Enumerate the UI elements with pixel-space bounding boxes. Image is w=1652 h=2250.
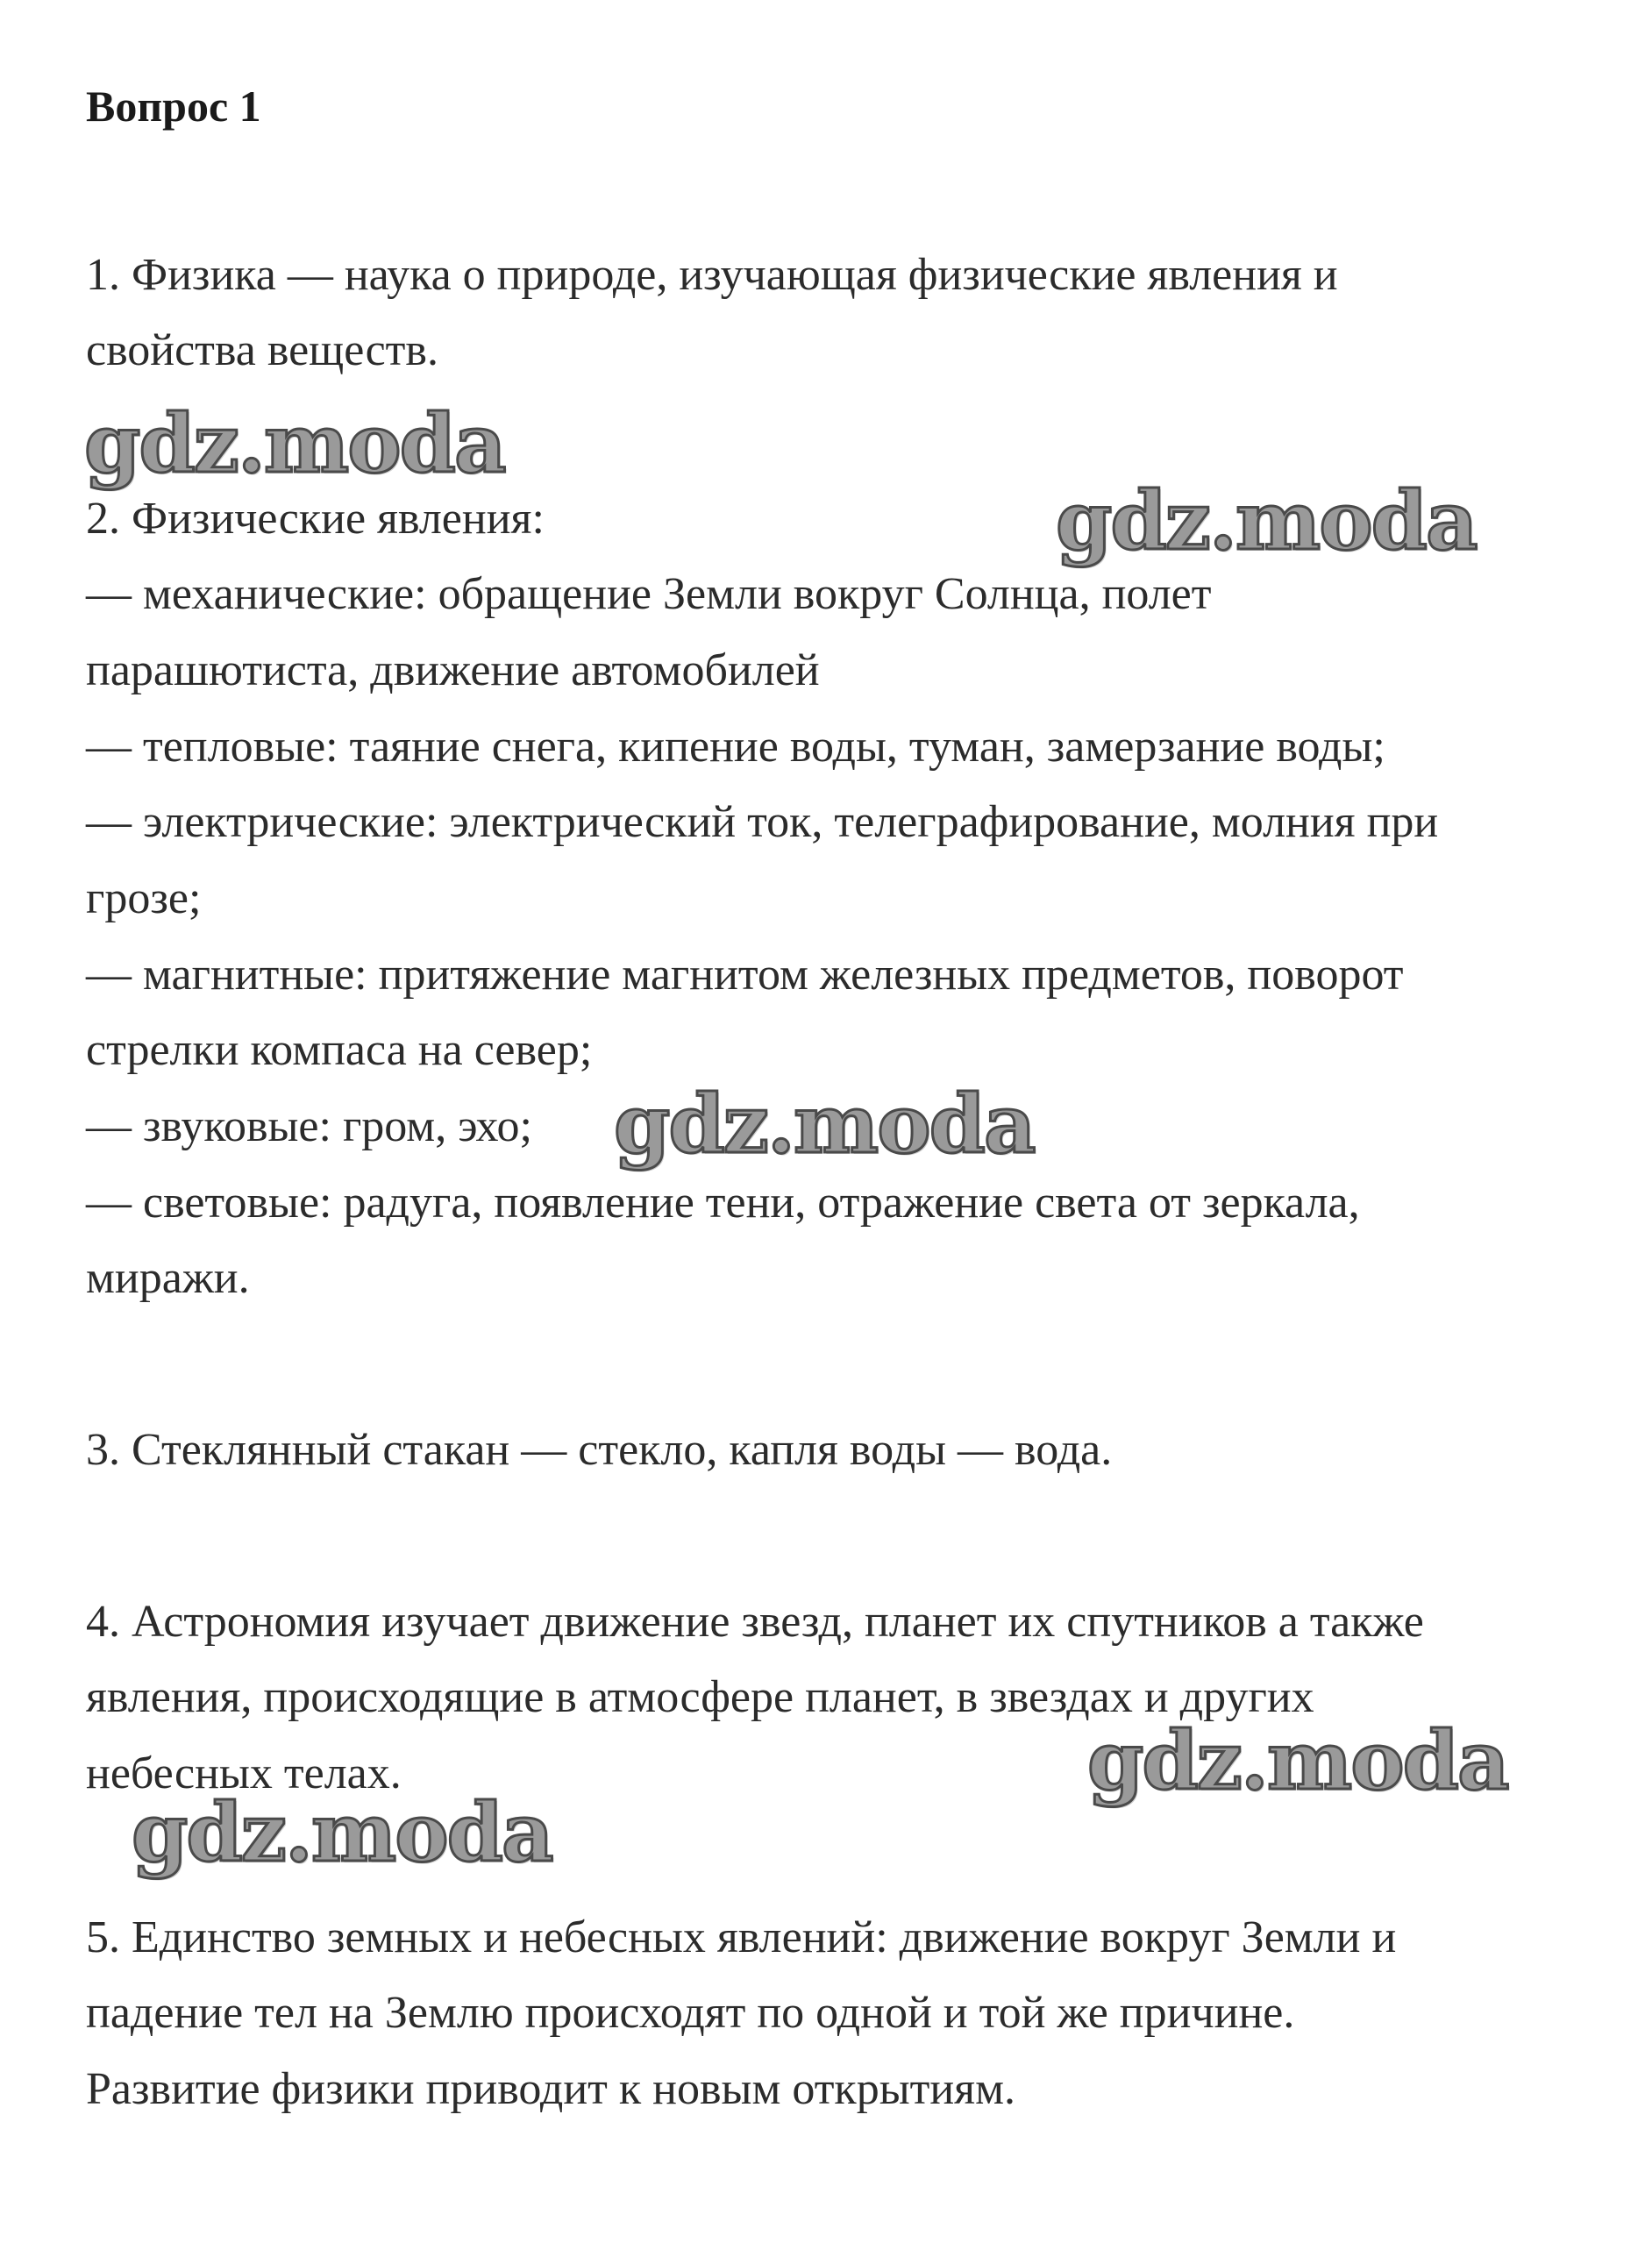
watermark: gdz.moda	[132, 1785, 552, 1880]
watermark: gdz.moda	[1087, 1713, 1508, 1808]
answer-2-sound: — звуковые: гром, эхо;	[86, 1101, 532, 1151]
watermark: gdz.moda	[84, 396, 505, 491]
answer-2-magnetic-line-1: — магнитные: притяжение магнитом железных предметов, поворот	[86, 950, 1404, 1000]
answer-5-line-2: падение тел на Землю происходят по одной и той же причине.	[86, 1988, 1295, 2038]
answer-1-line-1: 1. Физика — наука о природе, изучающая физические явления и	[86, 250, 1338, 300]
answer-2-title: 2. Физические явления:	[86, 494, 545, 544]
answer-4-line-3: небесных телах.	[86, 1748, 402, 1798]
question-heading: Вопрос 1	[86, 82, 261, 131]
watermark: gdz.moda	[1056, 473, 1477, 568]
answer-2-thermal: — тепловые: таяние снега, кипение воды, туман, замерзание воды;	[86, 722, 1385, 772]
answer-4-line-2: явления, происходящие в атмосфере планет, в звездах и других	[86, 1672, 1314, 1722]
answer-2-mechanical-line-1: — механические: обращение Земли вокруг Солнца, полет	[86, 569, 1212, 619]
answer-2-light-line-2: миражи.	[86, 1253, 250, 1303]
answer-2-electric-line-1: — электрические: электрический ток, телеграфирование, молния при	[86, 797, 1439, 847]
answer-2-light-line-1: — световые: радуга, появление тени, отражение света от зеркала,	[86, 1178, 1360, 1228]
answer-5-line-3: Развитие физики приводит к новым открытиям.	[86, 2064, 1016, 2114]
watermark: gdz.moda	[614, 1077, 1035, 1171]
answer-5-line-1: 5. Единство земных и небесных явлений: движение вокруг Земли и	[86, 1912, 1397, 1962]
answer-2-magnetic-line-2: стрелки компаса на север;	[86, 1025, 593, 1075]
answer-2-electric-line-2: грозе;	[86, 873, 202, 923]
answer-4-line-1: 4. Астрономия изучает движение звезд, планет их спутников а также	[86, 1597, 1424, 1647]
answer-3: 3. Стеклянный стакан — стекло, капля воды — вода.	[86, 1425, 1113, 1475]
answer-1-line-2: свойства веществ.	[86, 325, 438, 375]
answer-2-mechanical-line-2: парашютиста, движение автомобилей	[86, 645, 820, 695]
